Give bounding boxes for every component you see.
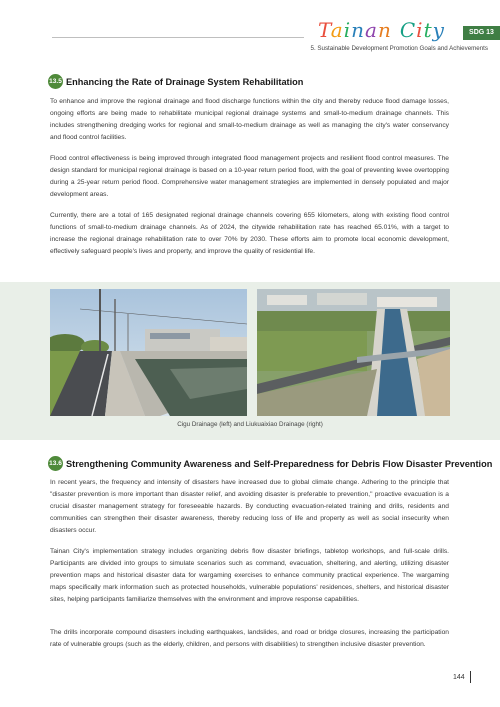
header-rule: [52, 37, 304, 38]
section-title: Strengthening Community Awareness and Self-Preparedness for Debris Flow Disaster Prevention: [66, 458, 493, 469]
paragraph: In recent years, the frequency and intensity of disasters have increased due to global climate change. Adhering to the principle that "disaster prevention is more important than disaster relief, and avoiding disaster is preferable to prevention," proactive evacuation is a crucial disaster management strategy for foreseeable hazards. By conducting evacuation-related training and drills, residents and communities can strengthen their disaster awareness, thereby reducing loss of life and property as well as social insecurity when disasters occur.: [50, 479, 449, 534]
sdg-badge: SDG 13: [463, 26, 500, 40]
paragraph: Currently, there are a total of 165 designated regional drainage channels covering 655 kilometers, along with existing flood control functions of small-to-medium drainage channels. As of 2024, the citywide rehabilitation rate has reached 65.01%, with a target to increase the regional drainage rehabilitation rate to over 70% by 2030. These efforts aim to promote local economic development, effectively safeguard people's lives and property, and improve the quality of residential life.: [50, 212, 449, 255]
section-13-6-heading: [48, 456, 492, 471]
cigu-drainage-photo: [50, 289, 247, 416]
page-number-rule: [470, 671, 471, 683]
paragraph: To enhance and improve the regional drainage and flood discharge functions within the city and thereby reduce flood damage losses, ongoing efforts are being made to rehabilitate municipal regional drainage systems and small-to-medium drainage channels. This includes strengthening dredging works for regional and small-to-medium drainage as well as managing the city's water conservancy and flood control facilities.: [50, 98, 449, 141]
figure-caption: Cigu Drainage (left) and Liukuaixiao Drainage (right): [177, 421, 323, 428]
tainan-city-logo: Tainan City: [318, 18, 445, 42]
section-title: Enhancing the Rate of Drainage System Rehabilitation: [66, 76, 304, 87]
page-number: 144: [453, 674, 465, 681]
section-number-badge: 13.5: [48, 74, 63, 89]
section-13-5-heading: [48, 74, 303, 89]
liukuaixiao-drainage-photo: [257, 289, 450, 416]
section-number-badge: 13.6: [48, 456, 63, 471]
paragraph: Tainan City's implementation strategy includes organizing debris flow disaster briefings, tabletop workshops, and full-scale drills. Participants are divided into groups to simulate scenarios such as command, evacuation, sheltering, and alerting, utilizing disaster prevention maps and historical disaster data for wargaming exercises to enhance community practical experience. The wargaming maps specifically mark information such as protected households, vulnerable populations' residences, shelters, and historical disaster sites, helping participants familiarize themselves with the environment and improve response capabilities.: [50, 548, 449, 603]
paragraph: Flood control effectiveness is being improved through integrated flood management projects and resilient flood control measures. The design standard for municipal regional drainage is based on a 10-year return period flood, with the goal of preventing levee overtopping during a 25-year return period flood. Comprehensive water management strategies are implemented in densely populated and major development areas.: [50, 155, 449, 198]
paragraph: The drills incorporate compound disasters including earthquakes, landslides, and road or bridge closures, increasing the participation rate of vulnerable groups (such as the elderly, children, and persons with disabilities) to strengthen inclusive disaster prevention.: [50, 629, 449, 648]
chapter-subtitle: 5. Sustainable Development Promotion Goals and Achievements: [310, 45, 488, 52]
